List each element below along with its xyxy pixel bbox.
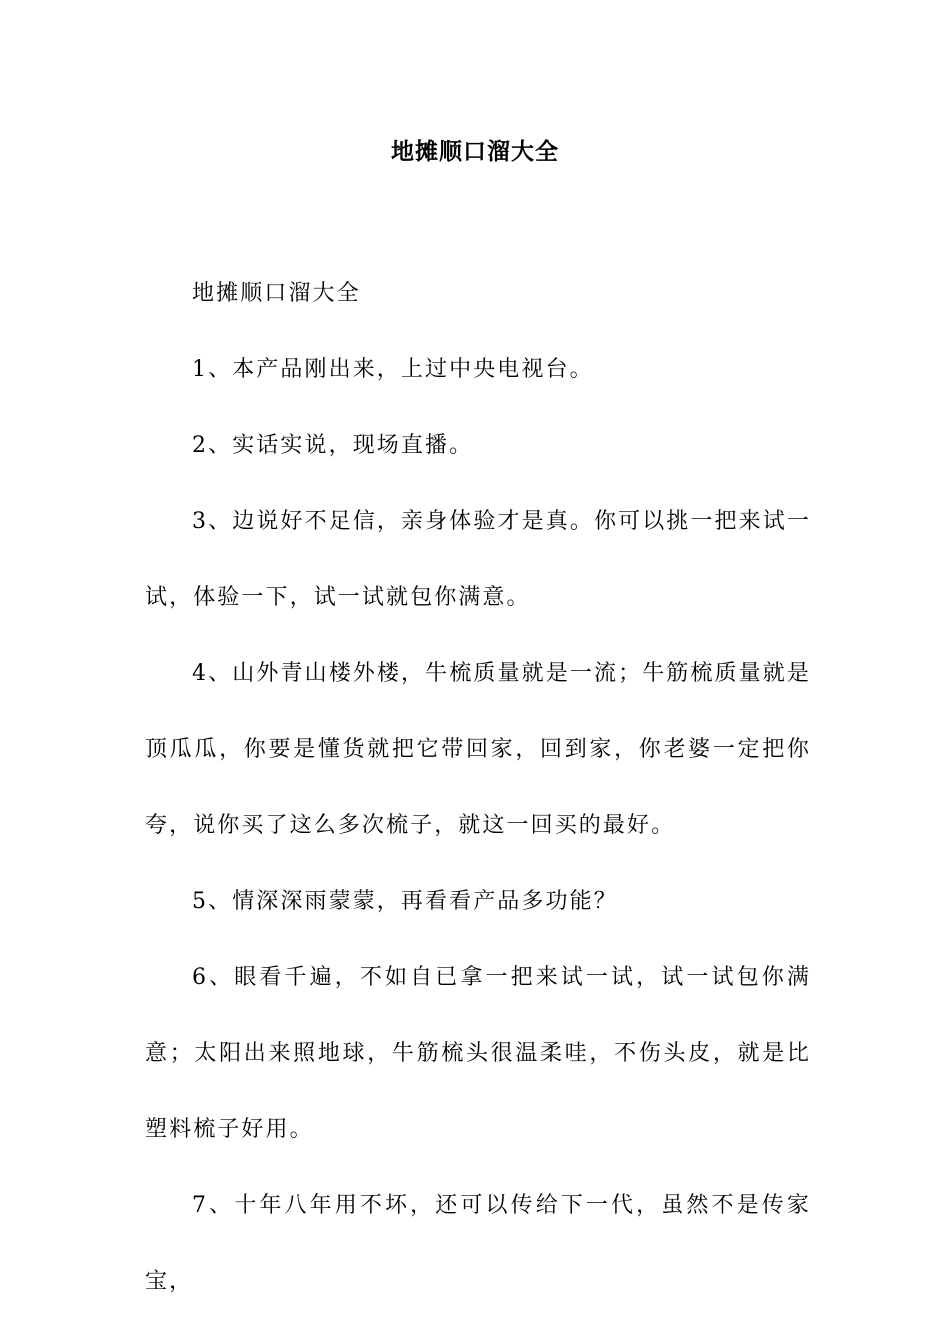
document-title: 地摊顺口溜大全 (391, 138, 559, 165)
paragraph-7: 7、十年八年用不坏，还可以传给下一代，虽然不是传家宝， (145, 1193, 811, 1294)
paragraph-4: 4、山外青山楼外楼，牛梳质量就是一流；牛筋梳质量就是顶瓜瓜，你要是懂货就把它带回家，回到家，你老婆一定把你夸，说你买了这么多次梳子，就这一回买的最好。 (145, 661, 811, 838)
paragraph-3: 3、边说好不足信，亲身体验才是真。你可以挑一把来试一试，体验一下，试一试就包你满意。 (145, 509, 811, 610)
paragraph-6: 6、眼看千遍，不如自已拿一把来试一试，试一试包你满意；太阳出来照地球，牛筋梳头很温柔哇，不伤头皮，就是比塑料梳子好用。 (145, 965, 811, 1142)
paragraph-subtitle: 地摊顺口溜大全 (192, 281, 361, 306)
paragraph-5: 5、情深深雨蒙蒙，再看看产品多功能？ (192, 889, 618, 914)
document-body (145, 256, 811, 1320)
paragraph-1: 1、本产品刚出来，上过中央电视台。 (192, 357, 594, 382)
paragraph-2: 2、实话实说，现场直播。 (192, 433, 474, 458)
